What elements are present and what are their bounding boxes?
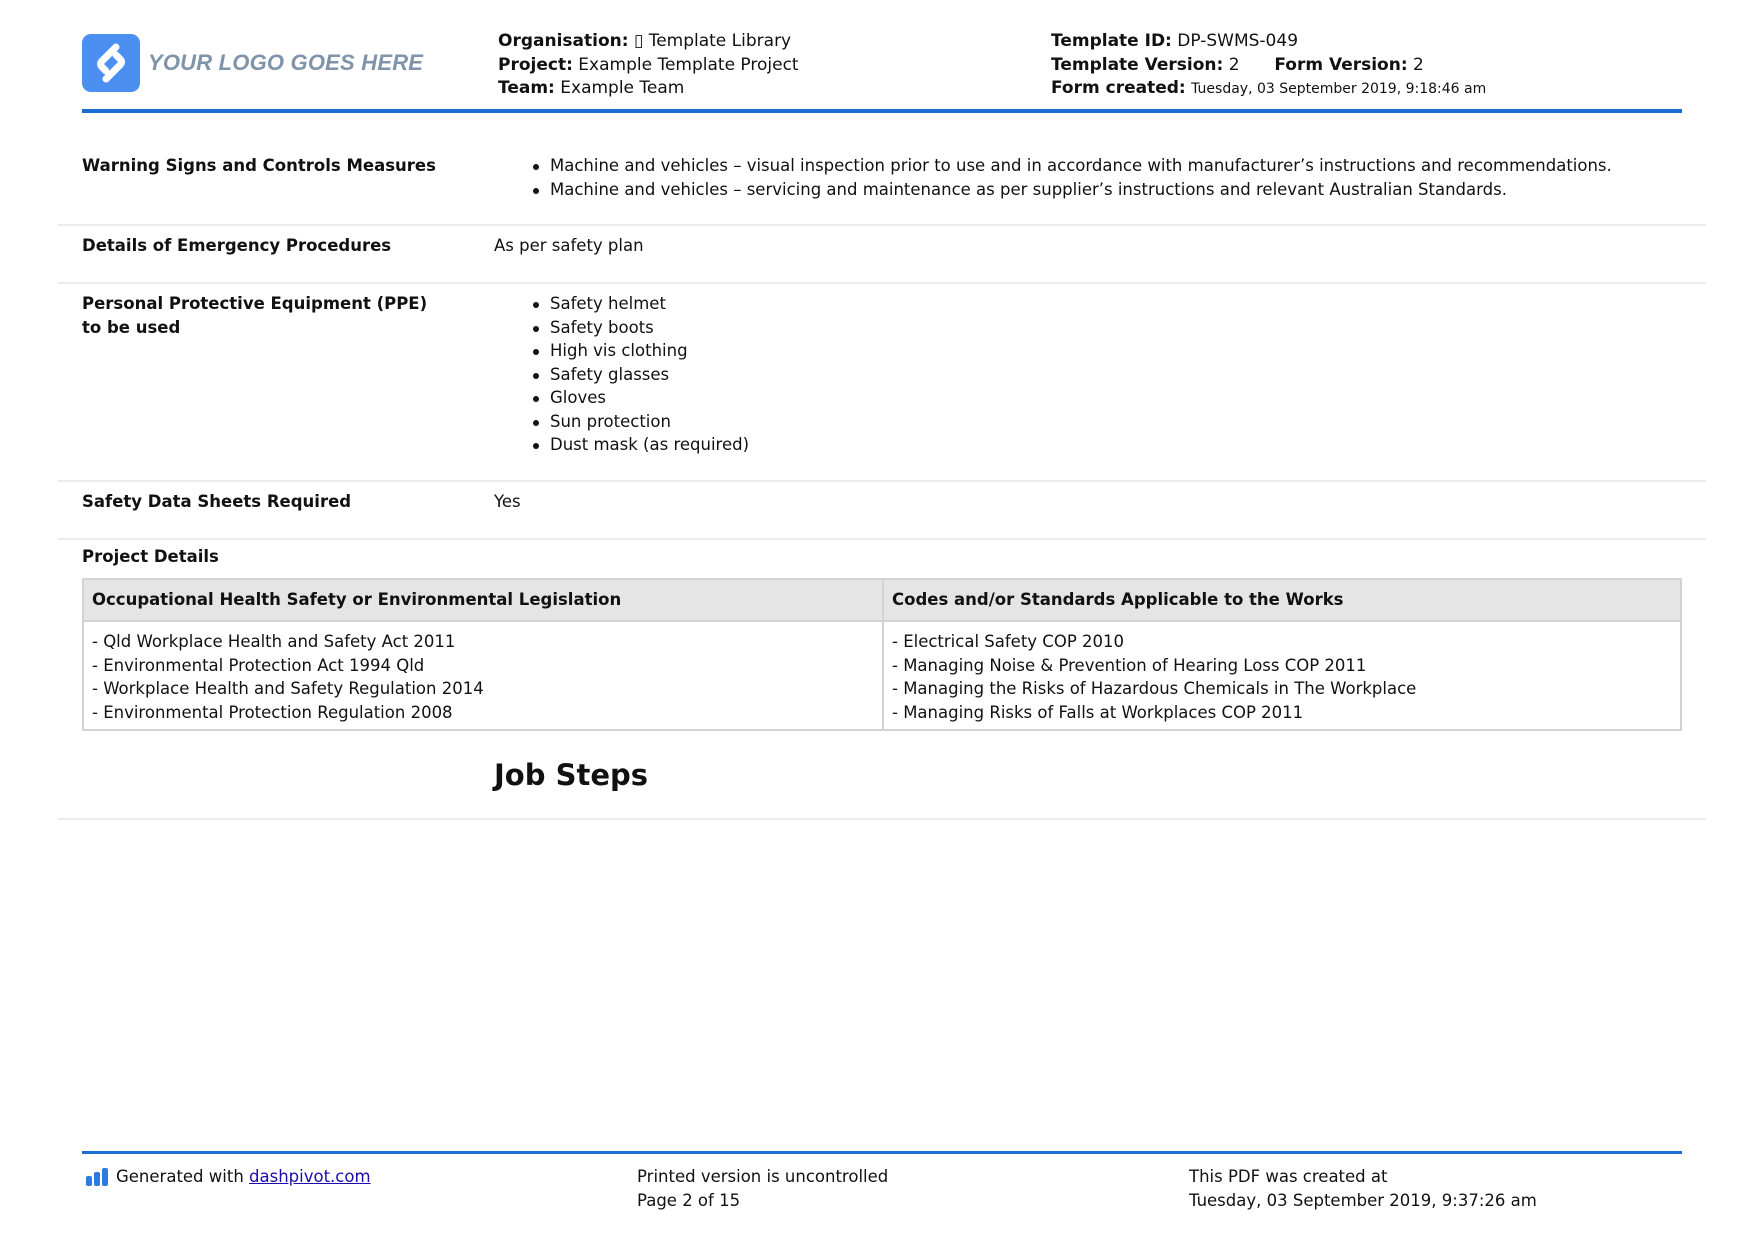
footer-generated — [86, 1165, 371, 1189]
table-line: - Managing Noise & Prevention of Hearing Loss COP 2011 — [892, 655, 1367, 675]
page-header — [82, 28, 1682, 110]
table-line: - Environmental Protection Regulation 2008 — [92, 703, 453, 723]
section-value: As per safety plan — [494, 236, 644, 255]
legislation-column — [84, 580, 884, 729]
table-line: - Workplace Health and Safety Regulation 2014 — [92, 679, 484, 699]
list-item: Gloves — [494, 386, 749, 410]
dashpivot-link[interactable]: dashpivot.com — [249, 1167, 371, 1186]
company-logo — [82, 34, 423, 92]
footer-divider — [82, 1151, 1682, 1154]
dashpivot-icon — [86, 1168, 108, 1186]
job-steps-divider — [58, 818, 1706, 820]
section-safety-data-sheets — [58, 490, 1706, 540]
table-line: - Qld Workplace Health and Safety Act 2011 — [92, 632, 456, 651]
table-line: - Managing Risks of Falls at Workplaces COP 2011 — [892, 703, 1304, 723]
printed-note: Printed version is uncontrolled — [637, 1167, 889, 1186]
column-header: Occupational Health Safety or Environmental Legislation — [92, 590, 622, 609]
header-divider — [82, 109, 1682, 113]
project-details-title: Project Details — [82, 547, 219, 566]
pdf-created-label: This PDF was created at — [1189, 1167, 1388, 1186]
header-project-meta — [498, 30, 799, 101]
table-line: - Managing the Risks of Hazardous Chemicals in The Workplace — [892, 679, 1417, 699]
logo-text: YOUR LOGO GOES HERE — [148, 50, 424, 75]
logo-icon — [82, 34, 140, 92]
list-item: Safety glasses — [494, 363, 749, 387]
column-cell — [892, 630, 1416, 725]
header-template-meta — [1051, 30, 1486, 102]
column-cell — [92, 630, 484, 725]
project-line: Project: Example Template Project — [498, 54, 799, 75]
column-header: Codes and/or Standards Applicable to the Works — [892, 590, 1344, 609]
section-value — [494, 154, 1612, 201]
table-line: - Electrical Safety COP 2010 — [892, 632, 1124, 651]
ppe-list — [494, 292, 749, 457]
list-item: Machine and vehicles – servicing and maintenance as per supplier’s instructions and relevant Australian Standards. — [494, 178, 1612, 202]
page-number: Page 2 of 15 — [637, 1190, 741, 1210]
warning-list — [494, 154, 1612, 201]
section-value — [494, 292, 749, 457]
pdf-created-value: Tuesday, 03 September 2019, 9:37:26 am — [1189, 1190, 1537, 1210]
project-details-table — [82, 578, 1682, 731]
list-item: Dust mask (as required) — [494, 433, 749, 457]
organisation-line: Organisation: ▯ Template Library — [498, 31, 792, 51]
list-item: Safety helmet — [494, 292, 749, 316]
section-label: Warning Signs and Controls Measures — [82, 156, 436, 175]
section-emergency-procedures — [58, 234, 1706, 284]
list-item: Safety boots — [494, 316, 749, 340]
form-created-line: Form created: Tuesday, 03 September 2019, 9:18:46 am — [1051, 78, 1487, 98]
version-line: Template Version: 2 Form Version: 2 — [1051, 54, 1424, 75]
footer-created-info — [1189, 1165, 1537, 1212]
section-warning-signs — [58, 154, 1706, 226]
list-item: Machine and vehicles – visual inspection prior to use and in accordance with manufacturer’s instructions and recommendations. — [494, 154, 1612, 178]
list-item: Sun protection — [494, 410, 749, 434]
generated-prefix: Generated with — [116, 1167, 250, 1186]
section-label: Personal Protective Equipment (PPE) to be used — [82, 294, 428, 337]
table-line: - Environmental Protection Act 1994 Qld — [92, 655, 425, 675]
footer-print-info — [637, 1165, 888, 1212]
codes-standards-column — [884, 580, 1680, 729]
section-label: Safety Data Sheets Required — [82, 492, 352, 511]
list-item: High vis clothing — [494, 339, 749, 363]
section-value: Yes — [494, 492, 521, 511]
section-label: Details of Emergency Procedures — [82, 236, 392, 255]
section-ppe — [58, 292, 1706, 482]
template-id-line: Template ID: DP-SWMS-049 — [1051, 31, 1299, 51]
job-steps-heading: Job Steps — [494, 758, 649, 792]
team-line: Team: Example Team — [498, 78, 685, 98]
